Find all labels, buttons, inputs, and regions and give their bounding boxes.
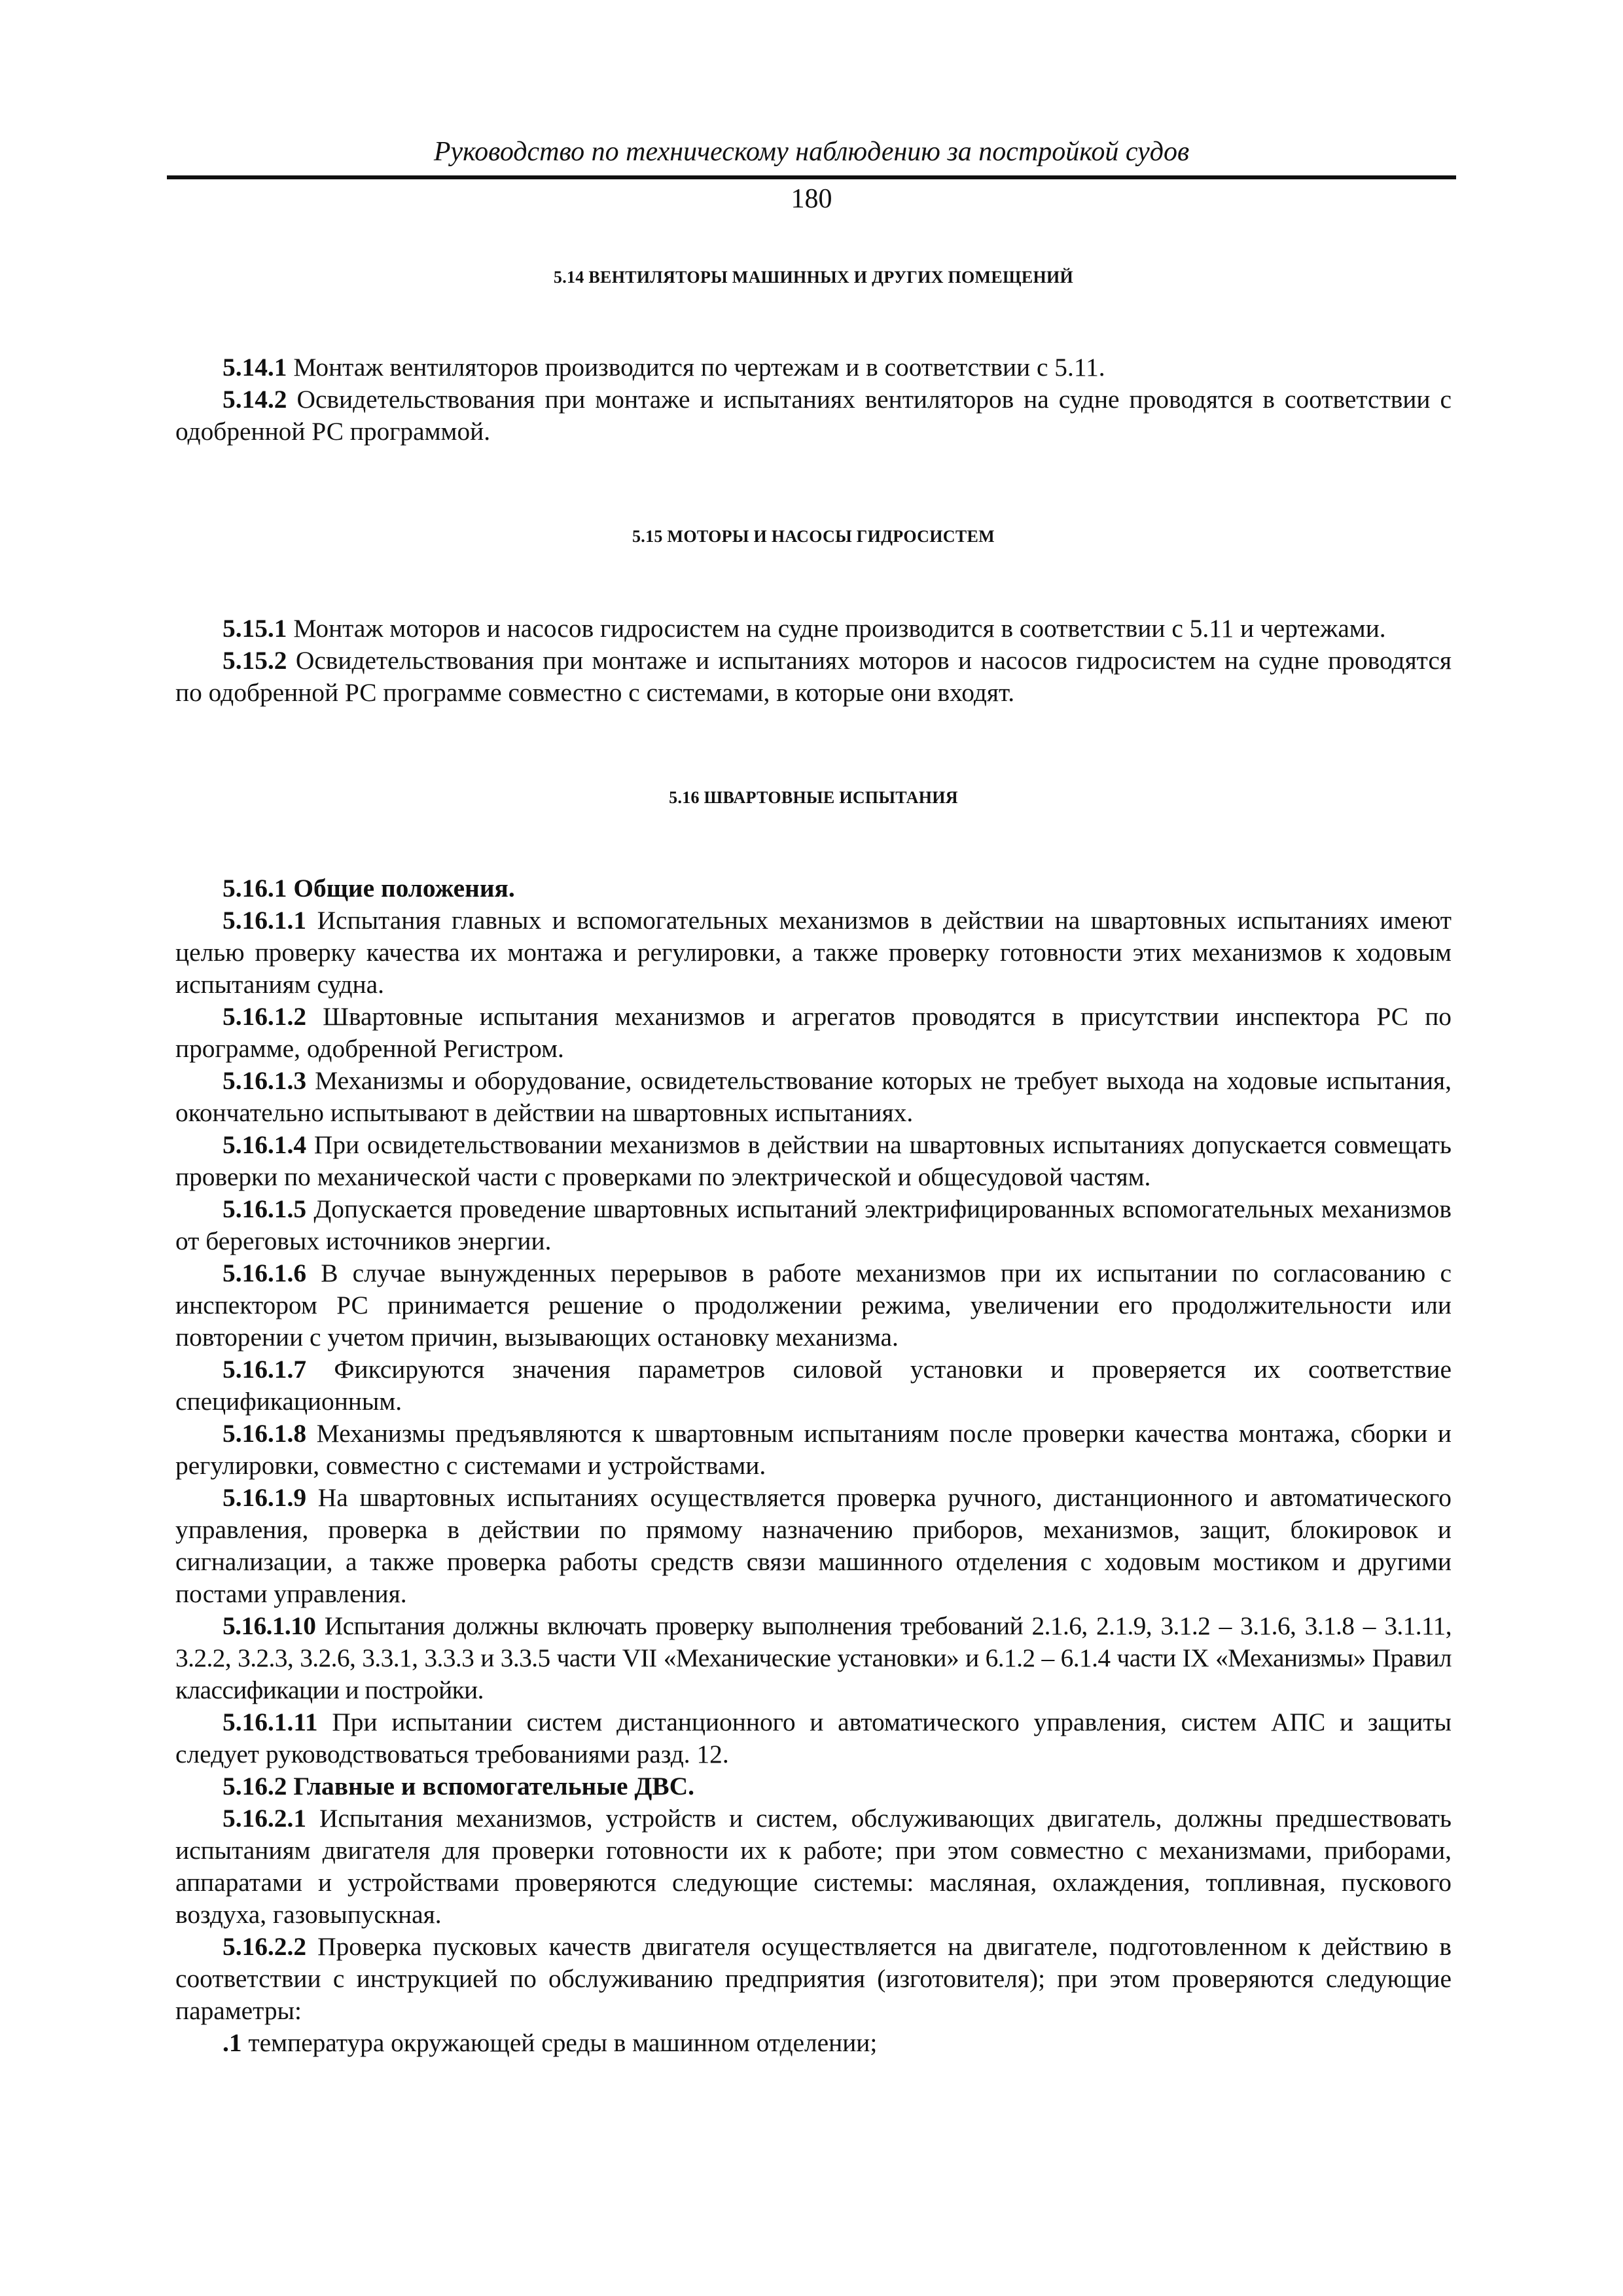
- section-heading-5-14: 5.14 ВЕНТИЛЯТОРЫ МАШИННЫХ И ДРУГИХ ПОМЕЩЕНИЙ: [553, 268, 1074, 287]
- paragraph-text: Освидетельствования при монтаже и испытаниях вентиляторов на судне проводятся в соответствии с одобренной РС программой.: [175, 385, 1452, 446]
- paragraph-5-16-1-9: [175, 1482, 1452, 1610]
- paragraph-5-16-1-11: [175, 1706, 1452, 1770]
- clause-number: 5.15.2: [223, 646, 287, 675]
- paragraph-text: Проверка пусковых качеств двигателя осуществляется на двигателе, подготовленном к действию в соответствии с инструкцией по обслуживанию предприятия (изготовителя); при этом проверяются следующие параметры:: [175, 1932, 1452, 2025]
- paragraph-text: Освидетельствования при монтаже и испытаниях моторов и насосов гидросистем на судне проводятся по одобренной РС программе совместно с системами, в которые они входят.: [175, 646, 1452, 707]
- clause-number: 5.16.1.10: [223, 1611, 316, 1640]
- paragraph-text: При освидетельствовании механизмов в действии на швартовных испытаниях допускается совмещать проверки по механической части с проверками по электрической и общесудовой частям.: [175, 1130, 1452, 1191]
- clause-number: 5.16.1.11: [223, 1708, 318, 1736]
- paragraph-5-14-1: [175, 351, 1452, 384]
- paragraph-5-16-1-6: [175, 1257, 1452, 1354]
- paragraph-5-16-1-3: [175, 1065, 1452, 1129]
- paragraph-5-16-1-7: [175, 1354, 1452, 1418]
- paragraph-5-16-2-2: [175, 1931, 1452, 2027]
- list-item-text: температура окружающей среды в машинном отделении;: [248, 2028, 878, 2057]
- paragraph-5-16-1-4: [175, 1129, 1452, 1193]
- page-number: 180: [791, 184, 832, 214]
- paragraph-text: В случае вынужденных перерывов в работе механизмов при их испытании по согласованию с инспектором РС принимается решение о продолжении режима, увеличении его продолжительности или повторении с учетом причин, вызывающих остановку механизма.: [175, 1259, 1452, 1352]
- paragraph-text: Фиксируются значения параметров силовой установки и проверяется их соответствие спецификационным.: [175, 1355, 1452, 1416]
- subheading-5-16-1: 5.16.1 Общие положения.: [223, 874, 515, 903]
- clause-number: 5.16.1.7: [223, 1355, 307, 1384]
- page-body: [175, 267, 1452, 2059]
- running-title: Руководство по техническому наблюдению за постройкой судов: [433, 137, 1190, 167]
- header-rule: [167, 175, 1456, 179]
- section-heading-5-16: 5.16 ШВАРТОВНЫЕ ИСПЫТАНИЯ: [669, 788, 958, 807]
- list-item-1: [175, 2027, 1452, 2059]
- paragraph-text: Механизмы предъявляются к швартовным испытаниям после проверки качества монтажа, сборки и регулировки, совместно с системами и устройствами.: [175, 1419, 1452, 1480]
- clause-number: 5.16.1.2: [223, 1002, 307, 1031]
- paragraph-5-16-1-5: [175, 1193, 1452, 1257]
- paragraph-text: Испытания механизмов, устройств и систем, обслуживающих двигатель, должны предшествовать испытаниям двигателя для проверки готовности их к работе; при этом совместно с механизмами, приборами, аппаратами и устройствами проверяются следующие системы: масляная, охлаждения, топливная, пускового воздуха, газовыпускная.: [175, 1804, 1452, 1929]
- subheading-5-16-2: 5.16.2 Главные и вспомогательные ДВС.: [223, 1772, 694, 1801]
- paragraph-text: Монтаж вентиляторов производится по чертежам и в соответствии с 5.11.: [293, 353, 1105, 382]
- clause-number: 5.16.1.3: [223, 1066, 307, 1095]
- paragraph-text: Испытания главных и вспомогательных механизмов в действии на швартовных испытаниях имеют целью проверку качества их монтажа и регулировки, а также проверку готовности этих механизмов к ходовым испытаниям судна.: [175, 906, 1452, 999]
- paragraph-5-16-1-1: [175, 905, 1452, 1001]
- paragraph-text: Испытания должны включать проверку выполнения требований 2.1.6, 2.1.9, 3.1.2 – 3.1.6, 3.1.8 – 3.1.11, 3.2.2, 3.2.3, 3.2.6, 3.3.1, 3.3.3 и 3.3.5 части VII «Механические установки» и 6.1.2 – 6.1.4 части IX «Механизмы» Правил классификации и постройки.: [175, 1611, 1452, 1704]
- paragraph-5-16-1-10: [175, 1610, 1452, 1706]
- clause-number: 5.16.2.1: [223, 1804, 307, 1833]
- paragraph-5-16-1-8: [175, 1418, 1452, 1482]
- paragraph-5-15-2: [175, 645, 1452, 709]
- paragraph-5-15-1: [175, 613, 1452, 645]
- paragraph-text: Монтаж моторов и насосов гидросистем на судне производится в соответствии с 5.11 и чертежами.: [293, 614, 1386, 643]
- clause-number: 5.16.1.9: [223, 1483, 307, 1512]
- section-heading-5-15: 5.15 МОТОРЫ И НАСОСЫ ГИДРОСИСТЕМ: [632, 527, 995, 546]
- paragraph-text: Механизмы и оборудование, освидетельствование которых не требует выхода на ходовые испытания, окончательно испытывают в действии на швартовных испытаниях.: [175, 1066, 1452, 1127]
- clause-number: 5.16.1.1: [223, 906, 307, 935]
- list-number: .1: [223, 2028, 242, 2057]
- clause-number: 5.14.1: [223, 353, 287, 382]
- clause-number: 5.16.2.2: [223, 1932, 307, 1961]
- clause-number: 5.16.1.8: [223, 1419, 307, 1448]
- clause-number: 5.16.1.4: [223, 1130, 307, 1159]
- paragraph-5-14-2: [175, 384, 1452, 448]
- paragraph-text: При испытании систем дистанционного и автоматического управления, систем АПС и защиты следует руководствоваться требованиями разд. 12.: [175, 1708, 1452, 1768]
- paragraph-5-16-1-2: [175, 1001, 1452, 1065]
- clause-number: 5.14.2: [223, 385, 287, 414]
- paragraph-text: Швартовные испытания механизмов и агрегатов проводятся в присутствии инспектора РС по программе, одобренной Регистром.: [175, 1002, 1452, 1063]
- paragraph-text: Допускается проведение швартовных испытаний электрифицированных вспомогательных механизмов от береговых источников энергии.: [175, 1194, 1452, 1255]
- clause-number: 5.16.1.5: [223, 1194, 307, 1223]
- paragraph-text: На швартовных испытаниях осуществляется проверка ручного, дистанционного и автоматического управления, проверка в действии по прямому назначению приборов, механизмов, защит, блокировок и сигнализации, а также проверка работы средств связи машинного отделения с ходовым мостиком и другими постами управления.: [175, 1483, 1452, 1608]
- clause-number: 5.16.1.6: [223, 1259, 307, 1287]
- paragraph-5-16-2-1: [175, 1803, 1452, 1931]
- clause-number: 5.15.1: [223, 614, 287, 643]
